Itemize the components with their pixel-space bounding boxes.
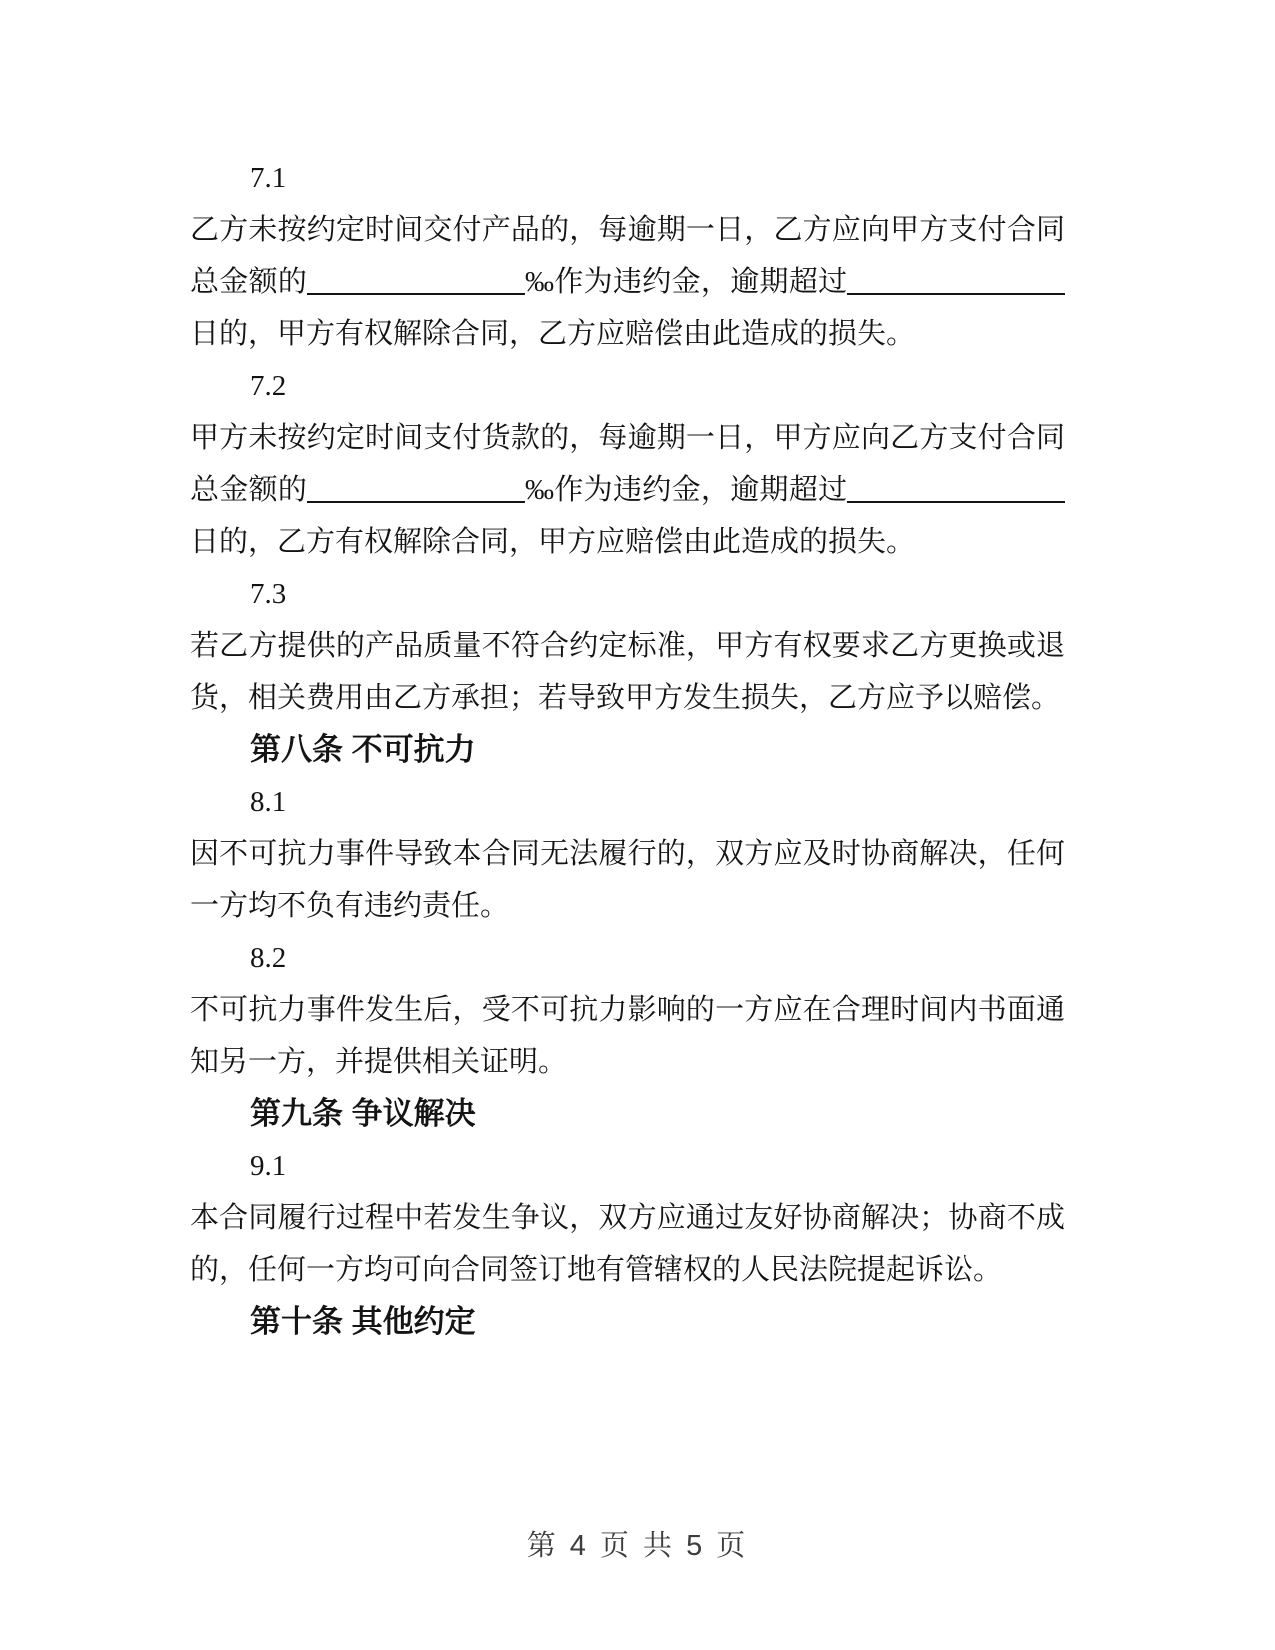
clause-number: 7.3 [250,578,287,610]
contract-text-line: 因不可抗力事件导致本合同无法履行的，双方应及时协商解决，任何 [190,838,1065,870]
contract-text-line: 总金额的 ‰作为违约金，逾期超过 [190,256,1065,308]
contract-text-line: 知另一方，并提供相关证明。 [190,1046,568,1078]
contract-text-line: 甲方未按约定时间支付货款的，每逾期一日，甲方应向乙方支付合同 [190,422,1065,454]
contract-text-line: 不可抗力事件发生后，受不可抗力影响的一方应在合理时间内书面通 [190,994,1065,1026]
article-heading: 第十条 其他约定 [250,1304,476,1339]
clause-number: 8.1 [250,786,287,818]
contract-body [190,152,1065,1348]
contract-text-line: 货，相关费用由乙方承担；若导致甲方发生损失，乙方应予以赔偿。 [190,682,1061,714]
fill-in-blank-underline [307,269,525,295]
contract-text-line: 乙方未按约定时间交付产品的，每逾期一日，乙方应向甲方支付合同 [190,214,1065,246]
contract-text-line: 若乙方提供的产品质量不符合约定标准，甲方有权要求乙方更换或退 [190,630,1065,662]
contract-text-line: 日的，甲方有权解除合同，乙方应赔偿由此造成的损失。 [190,318,916,350]
clause-number: 7.1 [250,162,287,194]
clause-number: 7.2 [250,370,287,402]
article-heading: 第八条 不可抗力 [250,732,476,767]
fill-in-blank-underline [847,269,1065,295]
contract-text-line: 本合同履行过程中若发生争议，双方应通过友好协商解决；协商不成 [190,1202,1065,1234]
page-footer [0,1526,1275,1566]
contract-text-line: 日的，乙方有权解除合同，甲方应赔偿由此造成的损失。 [190,526,916,558]
clause-number: 9.1 [250,1150,287,1182]
contract-text-line: 一方均不负有违约责任。 [190,890,510,922]
page-number-label: 第 4 页 共 5 页 [526,1530,749,1562]
article-heading: 第九条 争议解决 [250,1096,476,1131]
fill-in-blank-underline [307,477,525,503]
fill-in-blank-underline [847,477,1065,503]
clause-number: 8.2 [250,942,287,974]
contract-text-line: 的，任何一方均可向合同签订地有管辖权的人民法院提起诉讼。 [190,1254,1003,1286]
contract-text-line: 总金额的 ‰作为违约金，逾期超过 [190,464,1065,516]
